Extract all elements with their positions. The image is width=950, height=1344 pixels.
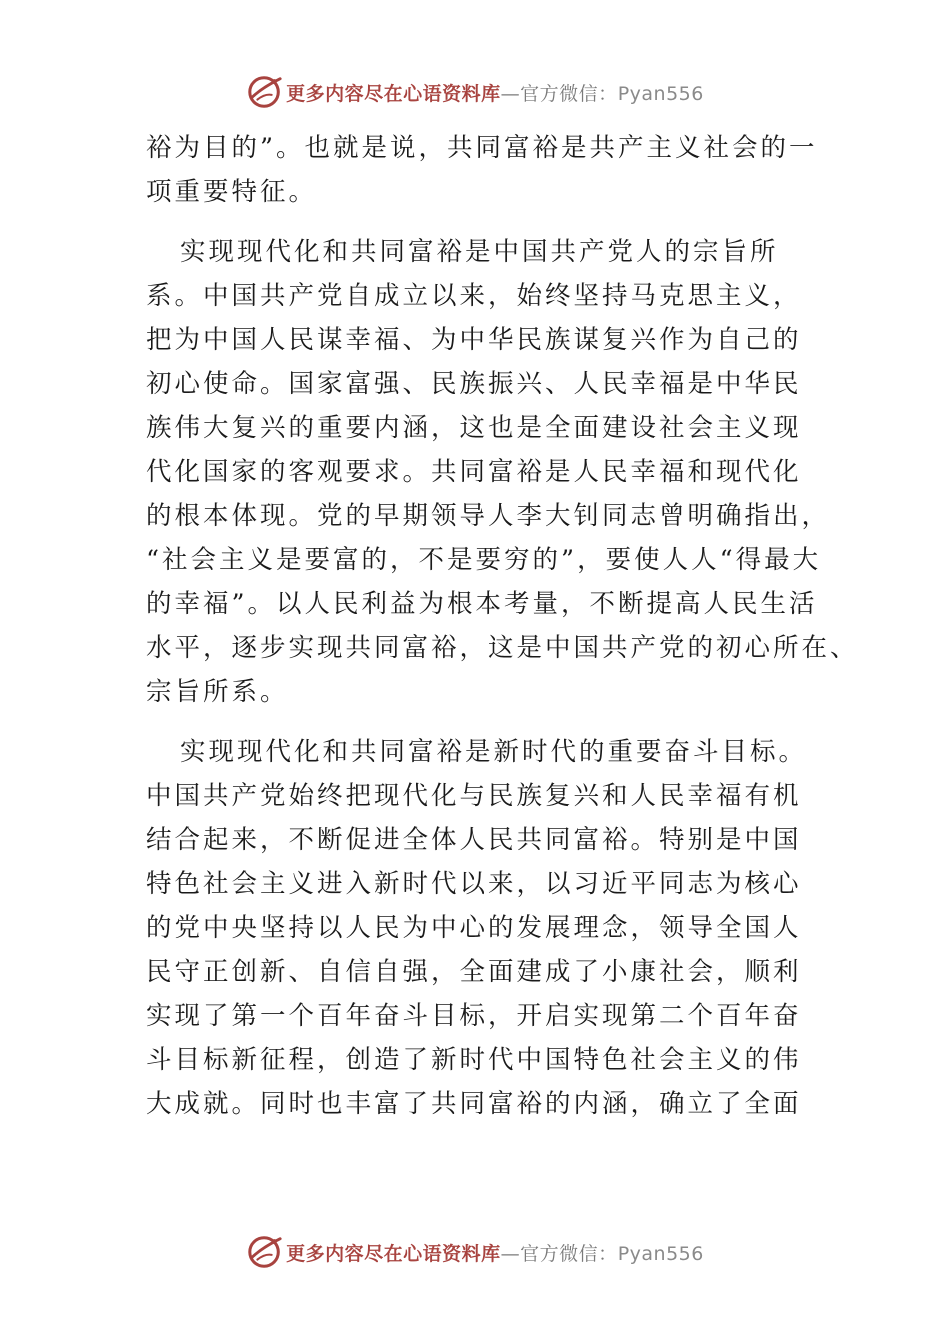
text-line: 裕为目的”。也就是说，共同富裕是共产主义社会的一 [146,133,818,163]
header-wechat-id: Pyan556 [617,82,704,105]
text-line: 斗目标新征程，创造了新时代中国特色社会主义的伟 [146,1045,802,1075]
text-line: 族伟大复兴的重要内涵，这也是全面建设社会主义现 [146,413,802,443]
text-line: 把为中国人民谋幸福、为中华民族谋复兴作为自己的 [146,325,802,355]
text-line: 实现现代化和共同富裕是新时代的重要奋斗目标。 [180,737,808,767]
text-line: 项重要特征。 [146,177,318,207]
brush-seal-logo-icon [246,1233,284,1271]
paragraph-2 [146,230,859,714]
text-line: “社会主义是要富的，不是要穷的”，要使人人“得最大 [146,545,822,575]
footer-dash: — [500,1242,521,1265]
footer-text [286,1239,704,1266]
header-wechat-label: 官方微信： [520,82,618,105]
text-line: 初心使命。国家富强、民族振兴、人民幸福是中华民 [146,369,802,399]
document-body [146,126,859,1142]
text-line: 特色社会主义进入新时代以来，以习近平同志为核心 [146,869,802,899]
header-brand: 更多内容尽在心语资料库 [286,82,501,105]
text-line: 实现现代化和共同富裕是中国共产党人的宗旨所 [180,237,779,267]
paragraph-1 [146,126,846,214]
header-banner [0,70,950,114]
text-line: 水平，逐步实现共同富裕，这是中国共产党的初心所在、 [146,633,859,663]
text-line: 代化国家的客观要求。共同富裕是人民幸福和现代化 [146,457,802,487]
text-line: 民守正创新、自信自强，全面建成了小康社会，顺利 [146,957,802,987]
footer-wechat-id: Pyan556 [617,1242,704,1265]
text-line: 结合起来，不断促进全体人民共同富裕。特别是中国 [146,825,802,855]
brush-seal-logo-icon [246,73,284,111]
text-line: 系。中国共产党自成立以来，始终坚持马克思主义， [146,281,802,311]
footer-brand: 更多内容尽在心语资料库 [286,1242,501,1265]
header-text [286,79,704,106]
text-line: 的根本体现。党的早期领导人李大钊同志曾明确指出， [146,501,831,531]
text-line: 宗旨所系。 [146,677,289,707]
text-line: 大成就。同时也丰富了共同富裕的内涵，确立了全面 [146,1089,802,1119]
text-line: 中国共产党始终把现代化与民族复兴和人民幸福有机 [146,781,802,811]
text-line: 的幸福”。以人民利益为根本考量，不断提高人民生活 [146,589,818,619]
footer-banner [0,1230,950,1274]
footer-wechat-label: 官方微信： [520,1242,618,1265]
paragraph-3 [146,730,846,1126]
header-dash: — [500,82,521,105]
text-line: 实现了第一个百年奋斗目标，开启实现第二个百年奋 [146,1001,802,1031]
text-line: 的党中央坚持以人民为中心的发展理念，领导全国人 [146,913,802,943]
